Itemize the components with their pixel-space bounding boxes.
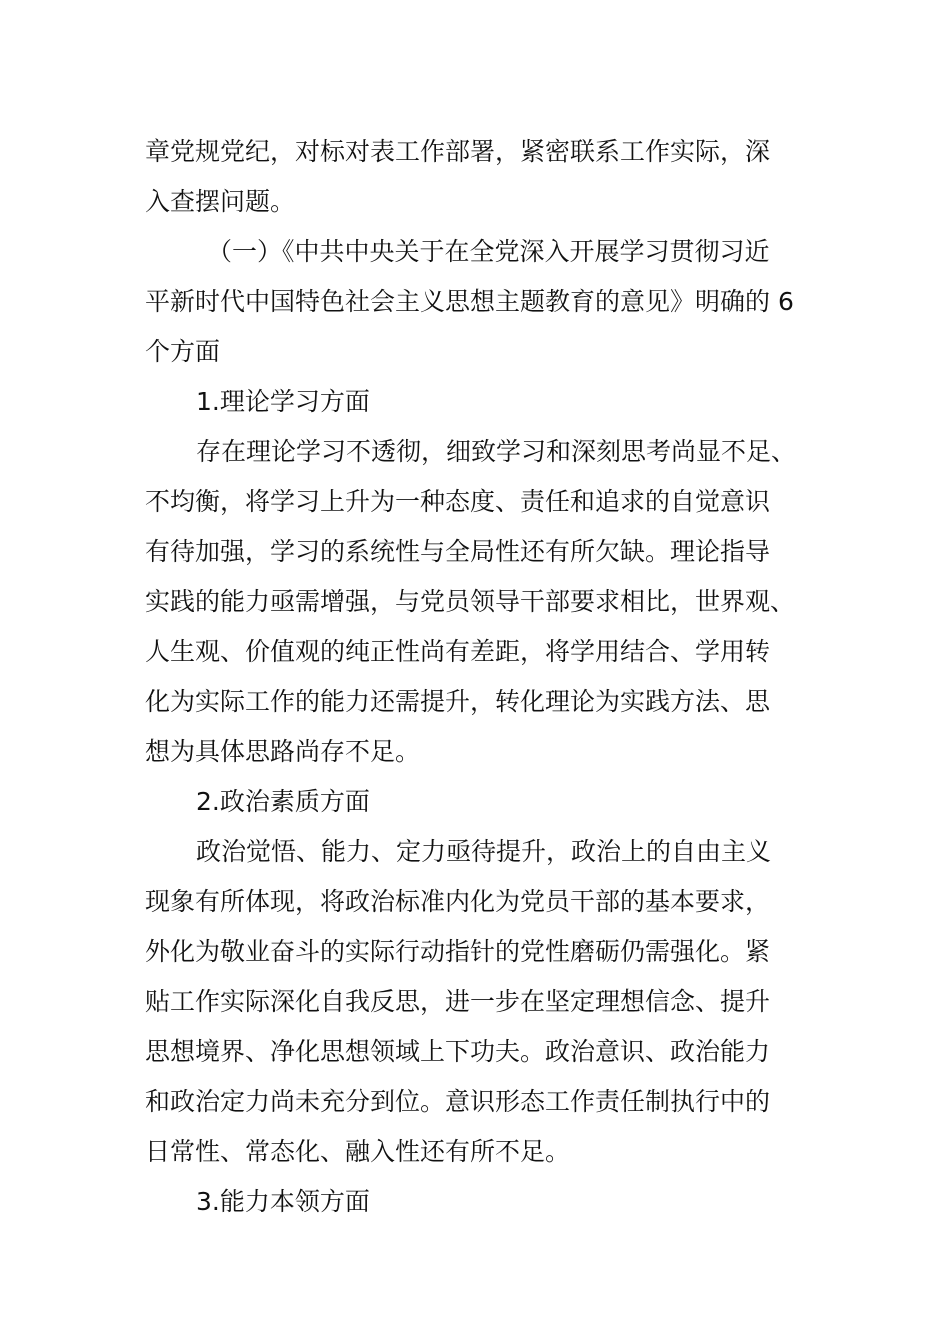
- body-line: 外化为敬业奋斗的实际行动指针的党性磨砺仍需强化。紧: [145, 937, 771, 966]
- section-heading-continued: 平新时代中国特色社会主义思想主题教育的意见》明确的 6: [145, 287, 794, 316]
- body-line: 不均衡，将学习上升为一种态度、责任和追求的自觉意识: [145, 487, 771, 516]
- body-line: 人生观、价值观的纯正性尚有差距，将学用结合、学用转: [145, 637, 771, 666]
- body-line: 思想境界、净化思想领域上下功夫。政治意识、政治能力: [145, 1037, 771, 1066]
- body-line: 化为实际工作的能力还需提升，转化理论为实践方法、思: [145, 687, 771, 716]
- body-line: 现象有所体现，将政治标准内化为党员干部的基本要求，: [145, 887, 771, 916]
- subsection-heading-politics: 2.政治素质方面: [196, 787, 370, 816]
- body-line: 政治觉悟、能力、定力亟待提升，政治上的自由主义: [196, 837, 772, 866]
- body-line: 章党规党纪，对标对表工作部署，紧密联系工作实际，深: [145, 137, 771, 166]
- body-line: 入查摆问题。: [145, 187, 296, 216]
- section-heading-continued: 个方面: [145, 337, 221, 366]
- body-line: 和政治定力尚未充分到位。意识形态工作责任制执行中的: [145, 1087, 771, 1116]
- body-line: 有待加强，学习的系统性与全局性还有所欠缺。理论指导: [145, 537, 771, 566]
- subsection-heading-theory: 1.理论学习方面: [196, 387, 370, 416]
- body-line: 实践的能力亟需增强，与党员领导干部要求相比，世界观、: [145, 587, 796, 616]
- body-line: 贴工作实际深化自我反思，进一步在坚定理想信念、提升: [145, 987, 771, 1016]
- body-line: 存在理论学习不透彻，细致学习和深刻思考尚显不足、: [196, 437, 797, 466]
- body-line: 日常性、常态化、融入性还有所不足。: [145, 1137, 571, 1166]
- document-body: [145, 127, 810, 1227]
- body-line: 想为具体思路尚存不足。: [145, 737, 421, 766]
- subsection-heading-capability: 3.能力本领方面: [196, 1187, 370, 1216]
- section-heading: （一）《中共中央关于在全党深入开展学习贯彻习近: [207, 237, 770, 266]
